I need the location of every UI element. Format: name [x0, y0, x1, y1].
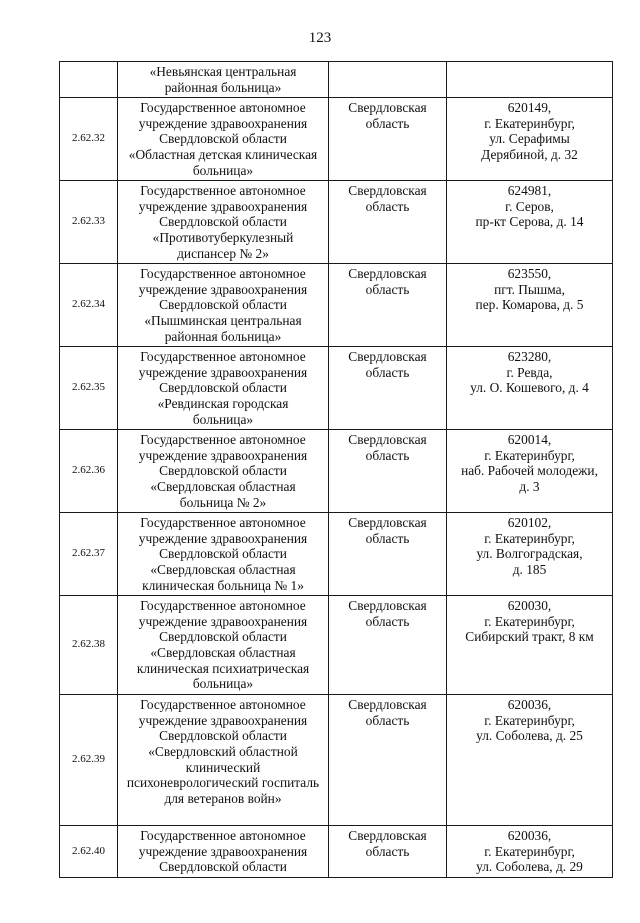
table-row — [60, 347, 613, 430]
region-cell — [329, 98, 447, 181]
cell-text-line: Свердловской области — [159, 214, 287, 230]
cell-text-line: область — [365, 712, 410, 728]
cell-text-line: 620014, — [507, 432, 552, 448]
cell-text-line: Свердловской области — [159, 131, 287, 147]
cell-text-line: наб. Рабочей молодежи, — [461, 463, 598, 479]
cell-text-line: клиническая психиатрическая — [136, 660, 310, 676]
cell-text-line: районная больница» — [164, 79, 282, 95]
cell-text-line: Свердловская — [348, 828, 427, 844]
address-cell — [447, 347, 613, 430]
row-number-cell: 2.62.36 — [60, 430, 118, 513]
cell-text-line: область — [365, 613, 410, 629]
cell-text-line: Государственное автономное — [140, 100, 306, 116]
row-number-cell: 2.62.40 — [60, 826, 118, 878]
institution-name-cell — [118, 62, 329, 98]
page-number: 123 — [308, 30, 332, 46]
cell-text-line: Дерябиной, д. 32 — [481, 146, 578, 162]
cell-text-line: больница» — [192, 676, 254, 692]
cell-text-line: 620149, — [507, 100, 552, 116]
cell-text-line: больница № 2» — [179, 494, 267, 510]
institution-name-cell — [118, 264, 329, 347]
cell-text-line: учреждение здравоохранения — [138, 712, 308, 728]
institution-name-cell — [118, 695, 329, 826]
cell-text-line: Свердловская — [348, 432, 427, 448]
cell-text-line: пер. Комарова, д. 5 — [475, 297, 584, 313]
row-number-cell: 2.62.38 — [60, 596, 118, 695]
cell-text-line: г. Ревда, — [506, 364, 553, 380]
cell-text-line: область — [365, 281, 410, 297]
table-row — [60, 264, 613, 347]
cell-text-line: психоневрологический госпиталь — [126, 775, 320, 791]
cell-text-line: Свердловская — [348, 598, 427, 614]
cell-text-line: Государственное автономное — [140, 349, 306, 365]
table-row — [60, 430, 613, 513]
institution-name-cell — [118, 98, 329, 181]
institution-name-cell — [118, 596, 329, 695]
institution-name-cell — [118, 347, 329, 430]
cell-text-line: Свердловской области — [159, 859, 287, 875]
row-number-cell: 2.62.35 — [60, 347, 118, 430]
cell-text-line: Свердловской области — [159, 728, 287, 744]
cell-text-line: пгт. Пышма, — [494, 281, 565, 297]
cell-text-line: г. Екатеринбург, — [484, 712, 575, 728]
cell-text-line: учреждение здравоохранения — [138, 281, 308, 297]
table-row — [60, 695, 613, 826]
cell-text-line: область — [365, 447, 410, 463]
cell-text-line: ул. Соболева, д. 29 — [476, 859, 583, 875]
region-cell — [329, 695, 447, 826]
cell-text-line: г. Екатеринбург, — [484, 613, 575, 629]
cell-text-line: Свердловской области — [159, 629, 287, 645]
institution-name-cell — [118, 826, 329, 878]
cell-text-line: учреждение здравоохранения — [138, 198, 308, 214]
cell-text-line: «Свердловская областная — [150, 478, 296, 494]
cell-text-line: учреждение здравоохранения — [138, 115, 308, 131]
cell-text-line: г. Екатеринбург, — [484, 115, 575, 131]
cell-text-line: Свердловской области — [159, 297, 287, 313]
cell-text-line: ул. Соболева, д. 25 — [476, 728, 583, 744]
cell-text-line: Сибирский тракт, 8 км — [465, 629, 594, 645]
table-row — [60, 826, 613, 878]
region-cell — [329, 826, 447, 878]
cell-text-line: учреждение здравоохранения — [138, 843, 308, 859]
cell-text-line: 623280, — [507, 349, 552, 365]
cell-text-line: 620036, — [507, 697, 552, 713]
cell-text-line: диспансер № 2» — [177, 245, 269, 261]
cell-text-line: г. Екатеринбург, — [484, 843, 575, 859]
cell-text-line: Государственное автономное — [140, 598, 306, 614]
address-cell — [447, 62, 613, 98]
cell-text-line: г. Серов, — [505, 198, 554, 214]
cell-text-line: Свердловская — [348, 266, 427, 282]
table-row — [60, 62, 613, 98]
cell-text-line: Государственное автономное — [140, 183, 306, 199]
cell-text-line: Государственное автономное — [140, 697, 306, 713]
cell-text-line: ул. Волгоградская, — [476, 546, 583, 562]
institutions-table-body — [60, 62, 613, 878]
row-number-cell: 2.62.32 — [60, 98, 118, 181]
cell-text-line: область — [365, 115, 410, 131]
cell-text-line: клиническая больница № 1» — [142, 577, 304, 593]
cell-text-line: Свердловская — [348, 349, 427, 365]
cell-text-line: «Ревдинская городская — [157, 395, 289, 411]
table-row — [60, 98, 613, 181]
cell-text-line: Свердловской области — [159, 546, 287, 562]
cell-text-line: «Областная детская клиническая — [128, 146, 318, 162]
region-cell — [329, 347, 447, 430]
address-cell — [447, 264, 613, 347]
cell-text-line: Свердловская — [348, 183, 427, 199]
row-number-cell: 2.62.34 — [60, 264, 118, 347]
address-cell — [447, 430, 613, 513]
institution-name-cell — [118, 513, 329, 596]
cell-text-line: г. Екатеринбург, — [484, 530, 575, 546]
cell-text-line: 623550, — [507, 266, 552, 282]
cell-text-line: 620036, — [507, 828, 552, 844]
cell-text-line: «Пышминская центральная — [144, 312, 302, 328]
cell-text-line: г. Екатеринбург, — [484, 447, 575, 463]
region-cell — [329, 181, 447, 264]
cell-text-line: 624981, — [507, 183, 552, 199]
cell-text-line: пр-кт Серова, д. 14 — [475, 214, 584, 230]
cell-text-line: д. 3 — [519, 478, 540, 494]
region-cell — [329, 62, 447, 98]
cell-text-line: «Свердловская областная — [150, 644, 296, 660]
address-cell — [447, 513, 613, 596]
cell-text-line: Государственное автономное — [140, 266, 306, 282]
table-row — [60, 181, 613, 264]
cell-text-line: Свердловская — [348, 697, 427, 713]
row-number-cell — [60, 62, 118, 98]
cell-text-line: больница» — [192, 162, 254, 178]
cell-text-line: клинический — [185, 759, 261, 775]
cell-text-line: область — [365, 198, 410, 214]
cell-text-line: «Невьянская центральная — [149, 64, 297, 79]
region-cell — [329, 264, 447, 347]
cell-text-line: ул. О. Кошевого, д. 4 — [470, 380, 589, 396]
cell-text-line: «Противотуберкулезный — [152, 229, 294, 245]
cell-text-line: Свердловской области — [159, 380, 287, 396]
cell-text-line: 620102, — [507, 515, 552, 531]
cell-text-line: «Свердловская областная — [150, 561, 296, 577]
row-number-cell: 2.62.39 — [60, 695, 118, 826]
cell-text-line: Свердловская — [348, 515, 427, 531]
address-cell — [447, 98, 613, 181]
row-number-cell: 2.62.37 — [60, 513, 118, 596]
table-row — [60, 513, 613, 596]
cell-text-line: Государственное автономное — [140, 828, 306, 844]
cell-text-line: «Свердловский областной — [148, 743, 298, 759]
table-row — [60, 596, 613, 695]
cell-text-line: д. 185 — [512, 561, 547, 577]
cell-text-line: учреждение здравоохранения — [138, 364, 308, 380]
region-cell — [329, 430, 447, 513]
cell-text-line: 620030, — [507, 598, 552, 614]
cell-text-line: учреждение здравоохранения — [138, 447, 308, 463]
cell-text-line: Государственное автономное — [140, 432, 306, 448]
address-cell — [447, 181, 613, 264]
cell-text-line: больница» — [192, 411, 254, 427]
region-cell — [329, 513, 447, 596]
region-cell — [329, 596, 447, 695]
institution-name-cell — [118, 181, 329, 264]
address-cell — [447, 826, 613, 878]
cell-text-line: учреждение здравоохранения — [138, 530, 308, 546]
institutions-table — [59, 61, 613, 878]
cell-text-line: ул. Серафимы — [489, 131, 570, 147]
cell-text-line: учреждение здравоохранения — [138, 613, 308, 629]
cell-text-line: область — [365, 843, 410, 859]
cell-text-line: Свердловская — [348, 100, 427, 116]
institution-name-cell — [118, 430, 329, 513]
row-number-cell: 2.62.33 — [60, 181, 118, 264]
address-cell — [447, 596, 613, 695]
cell-text-line: область — [365, 530, 410, 546]
cell-text-line: область — [365, 364, 410, 380]
cell-text-line: для ветеранов войн» — [164, 790, 282, 806]
address-cell — [447, 695, 613, 826]
cell-text-line: районная больница» — [164, 328, 282, 344]
cell-text-line: Свердловской области — [159, 463, 287, 479]
cell-text-line: Государственное автономное — [140, 515, 306, 531]
